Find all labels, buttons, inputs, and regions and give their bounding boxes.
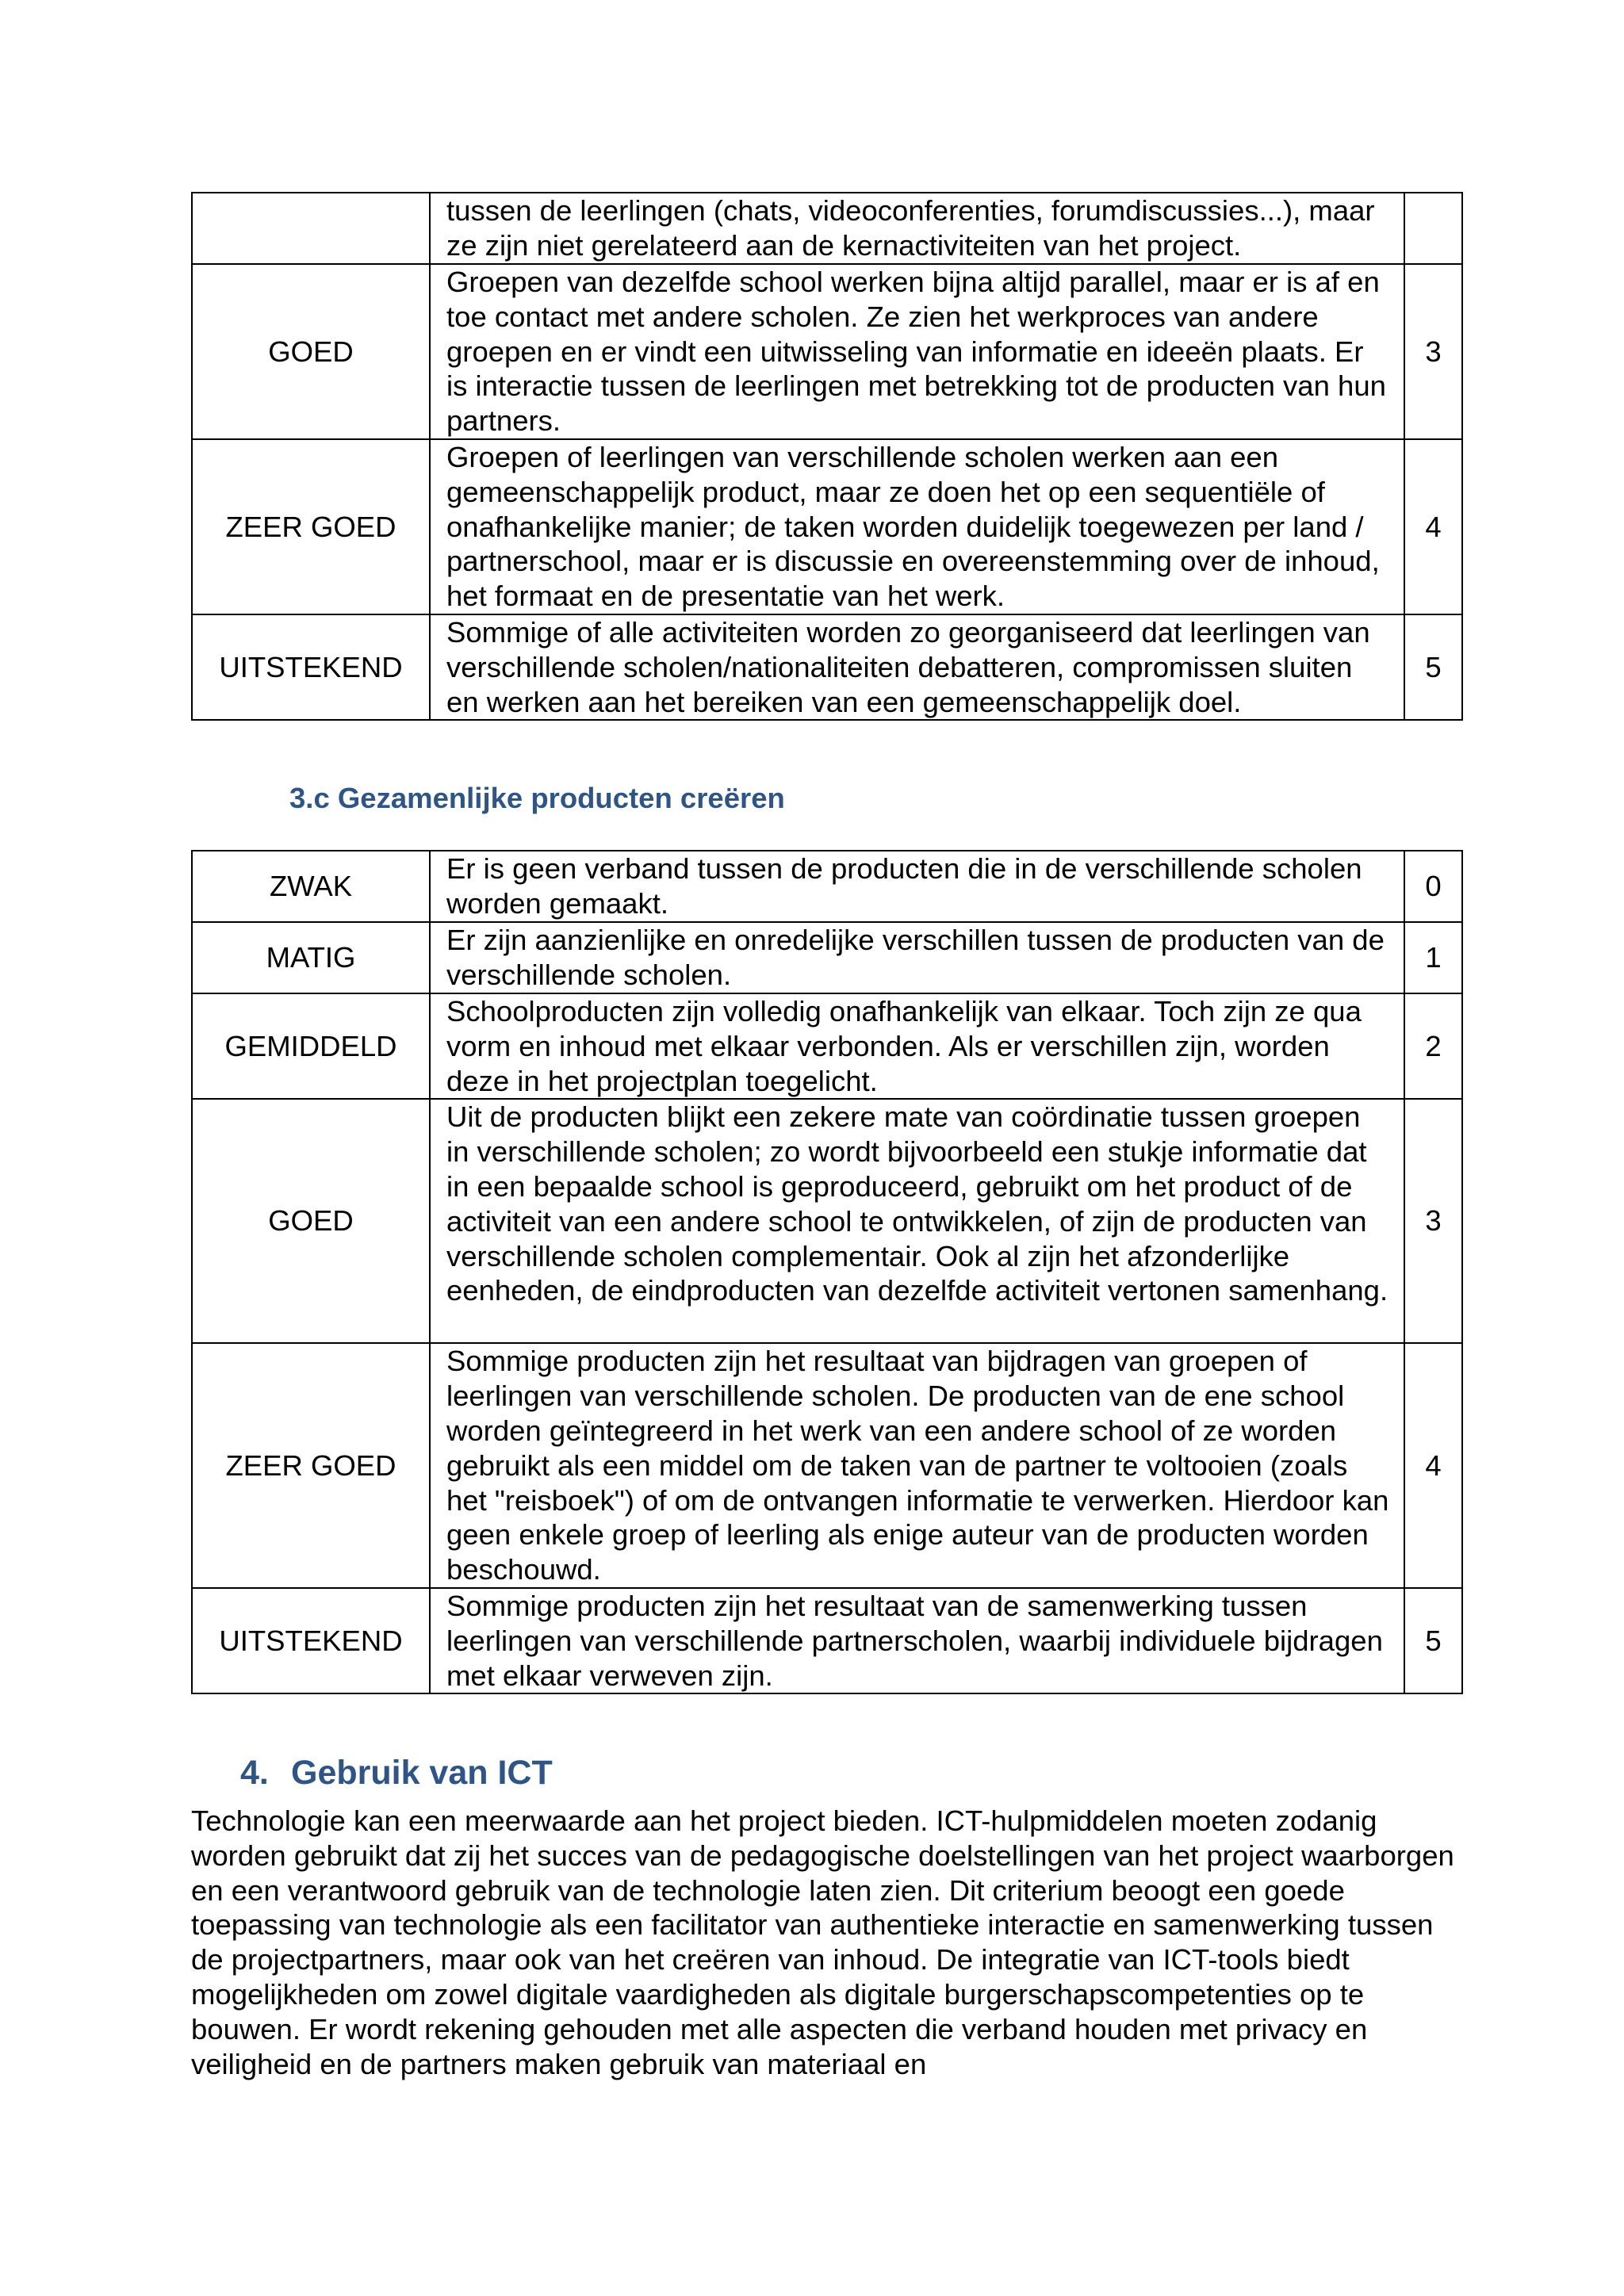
description-cell: Er zijn aanzienlijke en onredelijke verschillen tussen de producten van de verschillende scholen. (430, 922, 1404, 993)
rubric-table-continued (191, 192, 1463, 721)
table-row (192, 1099, 1462, 1343)
level-cell (192, 193, 430, 264)
score-cell: 3 (1404, 264, 1462, 439)
level-cell: ZEER GOED (192, 1343, 430, 1588)
table-row (192, 851, 1462, 922)
description-cell: Uit de producten blijkt een zekere mate van coördinatie tussen groepen in verschillende scholen; zo wordt bijvoorbeeld een stukje informatie dat in een bepaalde school is geproduceerd, gebruikt om het product of de activiteit van een andere school te ontwikkelen, of zijn de producten van verschillende scholen complementair. Ook al zijn het afzonderlijke eenheden, de eindproducten van dezelfde activiteit vertonen samenhang. (430, 1099, 1404, 1343)
level-cell: UITSTEKEND (192, 614, 430, 720)
section-4-paragraph: Technologie kan een meerwaarde aan het project bieden. ICT-hulpmiddelen moeten zodanig worden gebruikt dat zij het succes van de pedagogische doelstellingen van het project waarborgen en een verantwoord gebruik van de technologie laten zien. Dit criterium beoogt een goede toepassing van technologie als een facilitator van authentieke interactie en samenwerking tussen de projectpartners, maar ook van het creëren van inhoud. De integratie van ICT-tools biedt mogelijkheden om zowel digitale vaardigheden als digitale burgerschapscompetenties op te bouwen. Er wordt rekening gehouden met alle aspecten die verband houden met privacy en veiligheid en de partners maken gebruik van materiaal en (191, 1804, 1454, 2080)
description-cell: Schoolproducten zijn volledig onafhankelijk van elkaar. Toch zijn ze qua vorm en inhoud met elkaar verbonden. Als er verschillen zijn, worden deze in het projectplan toegelicht. (430, 993, 1404, 1099)
section-4-heading (240, 1752, 553, 1793)
description-cell: Sommige producten zijn het resultaat van de samenwerking tussen leerlingen van verschillende partnerscholen, waarbij individuele bijdragen met elkaar verweven zijn. (430, 1588, 1404, 1693)
table-row (192, 439, 1462, 614)
score-cell: 4 (1404, 1343, 1462, 1588)
table-row (192, 264, 1462, 439)
description-cell: Er is geen verband tussen de producten die in de verschillende scholen worden gemaakt. (430, 851, 1404, 922)
table-row (192, 993, 1462, 1099)
score-cell: 1 (1404, 922, 1462, 993)
table-row (192, 193, 1462, 264)
score-cell: 5 (1404, 1588, 1462, 1693)
level-cell: GOED (192, 264, 430, 439)
table-row (192, 1588, 1462, 1693)
level-cell: ZWAK (192, 851, 430, 922)
rubric-table-3c (191, 850, 1463, 1694)
section-3c-title: 3.c Gezamenlijke producten creëren (289, 782, 785, 814)
table-row (192, 922, 1462, 993)
score-cell: 4 (1404, 439, 1462, 614)
level-cell: MATIG (192, 922, 430, 993)
description-cell: Sommige producten zijn het resultaat van bijdragen van groepen of leerlingen van verschillende scholen. De producten van de ene school worden geïntegreerd in het werk van een andere school of ze worden gebruikt als een middel om de taken van de partner te voltooien (zoals het "reisboek") of om de ontvangen informatie te verwerken. Hierdoor kan geen enkele groep of leerling als enige auteur van de producten worden beschouwd. (430, 1343, 1404, 1588)
score-cell: 2 (1404, 993, 1462, 1099)
level-cell: UITSTEKEND (192, 1588, 430, 1693)
description-cell: Groepen van dezelfde school werken bijna altijd parallel, maar er is af en toe contact met andere scholen. Ze zien het werkproces van andere groepen en er vindt een uitwisseling van informatie en ideeën plaats. Er is interactie tussen de leerlingen met betrekking tot de producten van hun partners. (430, 264, 1404, 439)
score-cell (1404, 193, 1462, 264)
level-cell: GEMIDDELD (192, 993, 430, 1099)
level-cell: ZEER GOED (192, 439, 430, 614)
table-row (192, 614, 1462, 720)
description-cell: Groepen of leerlingen van verschillende scholen werken aan een gemeenschappelijk product, maar ze doen het op een sequentiële of onafhankelijke manier; de taken worden duidelijk toegewezen per land / partnerschool, maar er is discussie en overeenstemming over de inhoud, het formaat en de presentatie van het werk. (430, 439, 1404, 614)
score-cell: 0 (1404, 851, 1462, 922)
score-cell: 5 (1404, 614, 1462, 720)
description-cell: tussen de leerlingen (chats, videoconferenties, forumdiscussies...), maar ze zijn niet gerelateerd aan de kernactiviteiten van het project. (430, 193, 1404, 264)
description-cell: Sommige of alle activiteiten worden zo georganiseerd dat leerlingen van verschillende scholen/nationaliteiten debatteren, compromissen sluiten en werken aan het bereiken van een gemeenschappelijk doel. (430, 614, 1404, 720)
score-cell: 3 (1404, 1099, 1462, 1343)
section-4-title: Gebruik van ICT (291, 1754, 553, 1792)
level-cell: GOED (192, 1099, 430, 1343)
table-row (192, 1343, 1462, 1588)
section-4-number: 4. (240, 1754, 269, 1792)
